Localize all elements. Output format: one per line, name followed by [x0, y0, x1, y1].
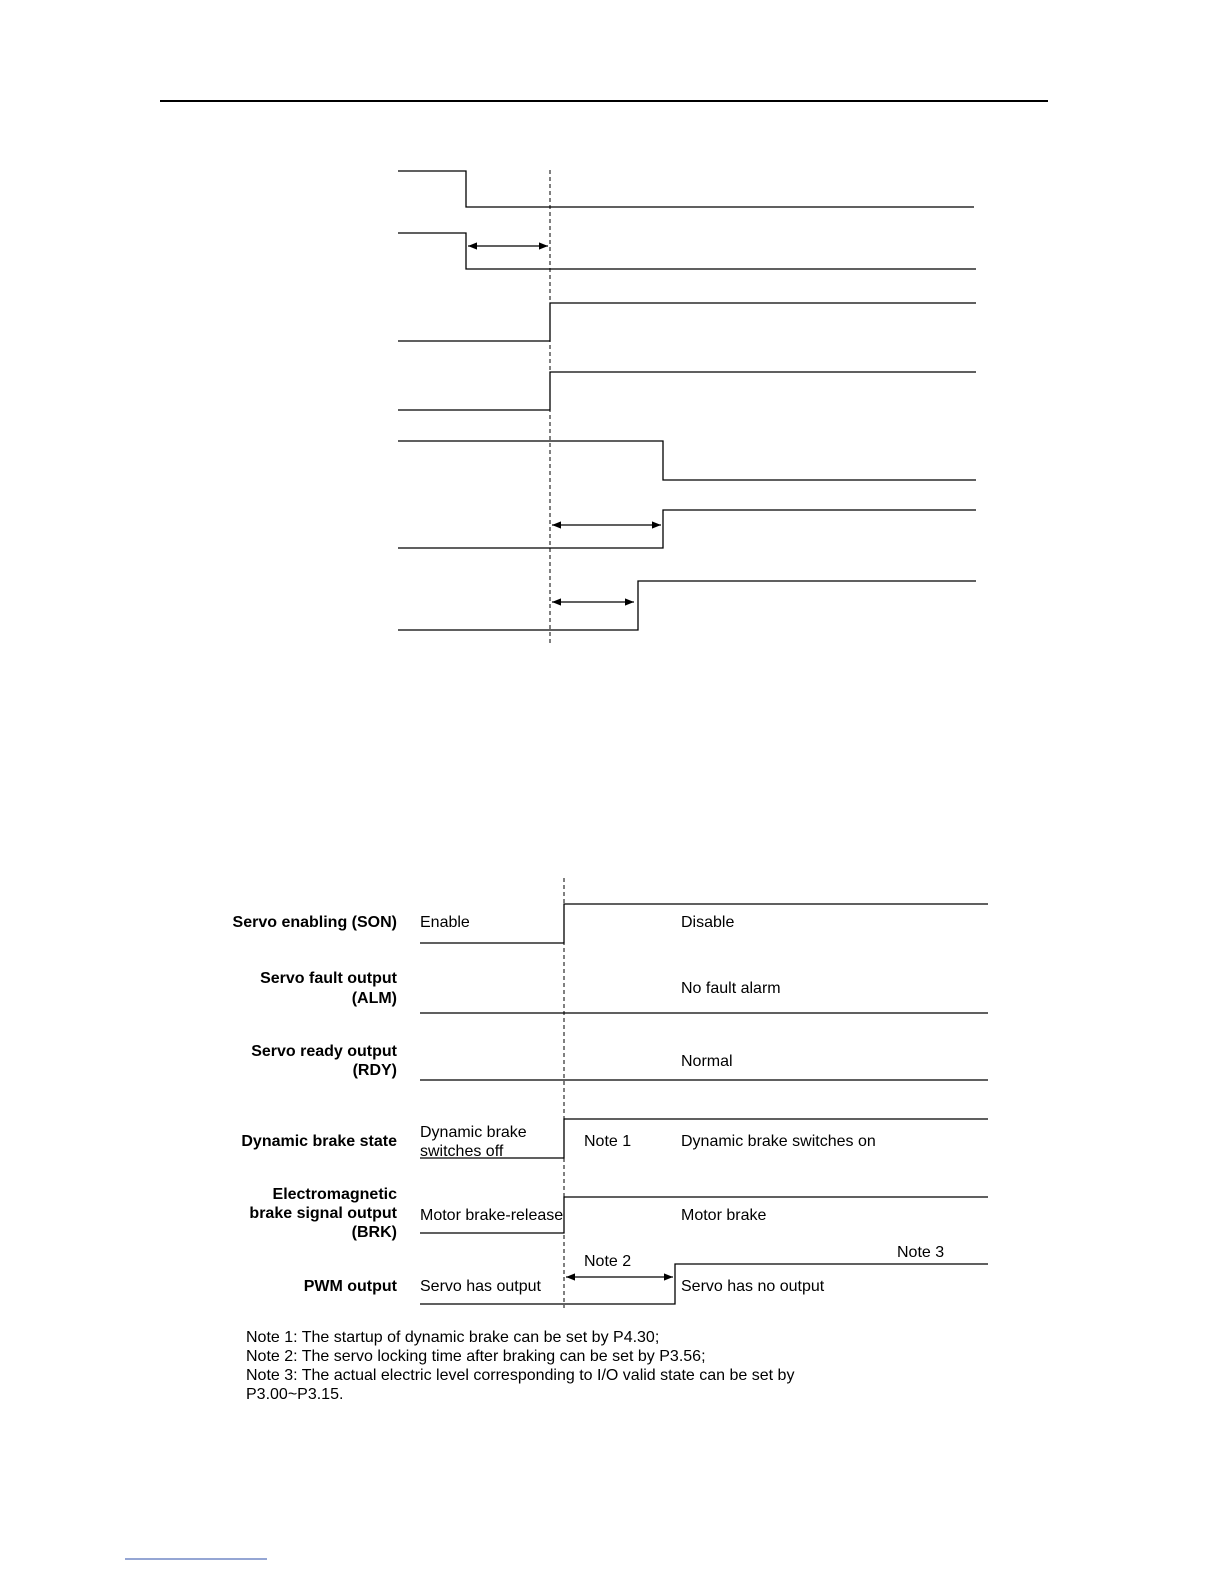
note-2-text: Note 2: The servo locking time after braking can be set by P3.56;: [246, 1348, 706, 1365]
note-3-marker: Note 3: [897, 1244, 945, 1261]
state-dynamic-brake-before-1: Dynamic brake: [420, 1124, 527, 1141]
state-brk-after: Motor brake: [681, 1207, 767, 1224]
signal-label-dynamic-brake: Dynamic brake state: [241, 1133, 397, 1150]
waveform-4: [398, 372, 976, 410]
note-2-marker: Note 2: [584, 1253, 632, 1270]
state-pwm-after: Servo has no output: [681, 1278, 825, 1295]
timing-diagram-2: [233, 878, 988, 1308]
waveform-2: [398, 233, 976, 269]
state-alm-after: No fault alarm: [681, 980, 781, 997]
signal-label-brk-line1: Electromagnetic: [272, 1186, 397, 1203]
signal-label-pwm: PWM output: [303, 1278, 397, 1295]
note-1-text: Note 1: The startup of dynamic brake can be set by P4.30;: [246, 1329, 660, 1346]
state-pwm-before: Servo has output: [420, 1278, 541, 1295]
timing-diagram-1: [398, 170, 976, 645]
notes-block: [246, 1328, 866, 1404]
waveform-1: [398, 171, 974, 207]
signal-label-son: Servo enabling (SON): [232, 914, 397, 931]
waveform-5: [398, 441, 976, 480]
signal-label-rdy-abbr: (RDY): [352, 1062, 397, 1079]
note-1-marker: Note 1: [584, 1133, 632, 1150]
state-son-after: Disable: [681, 914, 735, 931]
state-son-before: Enable: [420, 914, 470, 931]
state-dynamic-brake-before-2: switches off: [420, 1143, 504, 1160]
state-dynamic-brake-after: Dynamic brake switches on: [681, 1133, 876, 1150]
waveform-7: [398, 581, 976, 630]
signal-label-brk-abbr: (BRK): [351, 1224, 397, 1241]
note-3-text-cont: P3.00~P3.15.: [246, 1386, 344, 1403]
signal-label-brk-line2: brake signal output: [249, 1205, 397, 1222]
signal-label-rdy: Servo ready output: [251, 1043, 397, 1060]
waveform-6: [398, 510, 976, 548]
note-3-text: Note 3: The actual electric level corresponding to I/O valid state can be set by: [246, 1367, 795, 1384]
waveform-3: [398, 303, 976, 341]
state-brk-before: Motor brake-release: [420, 1207, 564, 1224]
signal-label-alm: Servo fault output: [260, 970, 397, 987]
signal-label-alm-abbr: (ALM): [351, 990, 397, 1007]
state-rdy-after: Normal: [681, 1053, 733, 1070]
